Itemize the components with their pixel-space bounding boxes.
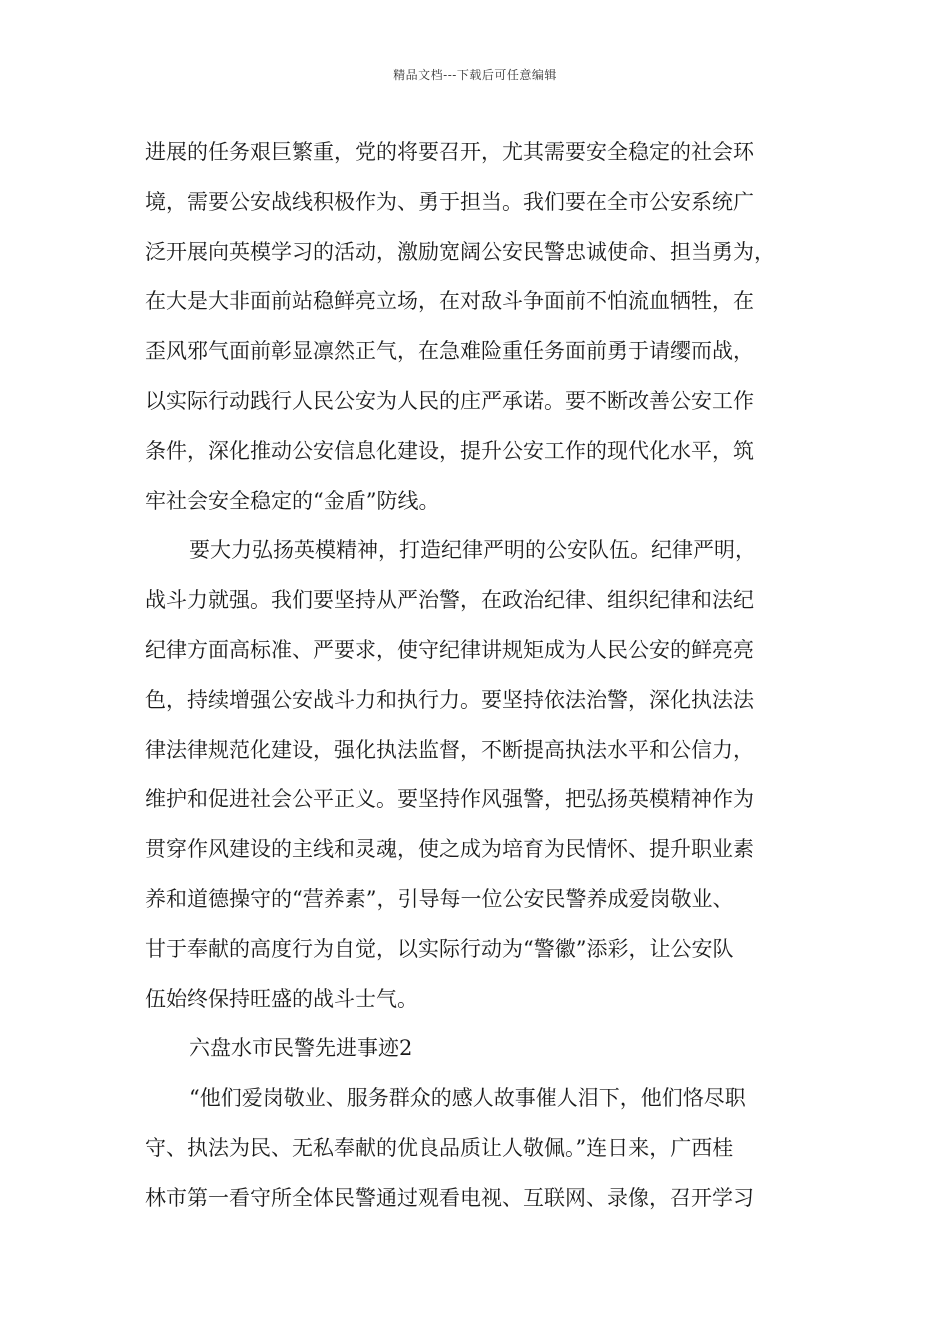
text-line: 色，持续增强公安战斗力和执行力。要坚持依法治警，深化执法法: [145, 687, 754, 712]
text-line: 条件，深化推动公安信息化建设，提升公安工作的现代化水平，筑: [145, 438, 754, 463]
text-line: 境，需要公安战线积极作为、勇于担当。我们要在全市公安系统广: [145, 189, 754, 214]
text-line: 守、执法为民、无私奉献的优良品质让人敬佩。”连日来，广西桂: [145, 1135, 734, 1160]
document-body: [145, 128, 825, 1224]
text-line: 歪风邪气面前彰显凛然正气，在急难险重任务面前勇于请缨而战，: [145, 339, 754, 364]
text-line: 以实际行动践行人民公安为人民的庄严承诺。要不断改善公安工作: [145, 388, 754, 413]
text-line: 律法律规范化建设，强化执法监督，不断提高执法水平和公信力，: [145, 737, 754, 762]
text-line: 甘于奉献的高度行为自觉，以实际行动为“警徽”添彩，让公安队: [145, 936, 734, 961]
text-line: 泛开展向英模学习的活动，激励宽阔公安民警忠诚使命、担当勇为，: [145, 239, 775, 264]
text-line: 牢社会安全稳定的“金盾”防线。: [145, 488, 440, 513]
text-line: 养和道德操守的“营养素”，引导每一位公安民警养成爱岗敬业、: [145, 886, 734, 911]
text-line: 贯穿作风建设的主线和灵魂，使之成为培育为民情怀、提升职业素: [145, 837, 754, 862]
page-header: 精品文档---下载后可任意编辑: [393, 68, 557, 82]
text-line: 进展的任务艰巨繁重，党的将要召开，尤其需要安全稳定的社会环: [145, 140, 754, 164]
section-heading: 六盘水市民警先进事迹2: [189, 1036, 413, 1061]
text-line: 战斗力就强。我们要坚持从严治警，在政治纪律、组织纪律和法纪: [145, 588, 754, 613]
paragraph-start-line: 要大力弘扬英模精神，打造纪律严明的公安队伍。纪律严明，: [189, 538, 756, 563]
text-line: 林市第一看守所全体民警通过观看电视、互联网、录像，召开学习: [145, 1185, 754, 1210]
text-line: 纪律方面高标准、严要求，使守纪律讲规矩成为人民公安的鲜亮亮: [145, 637, 754, 662]
text-line: 维护和促进社会公平正义。要坚持作风强警，把弘扬英模精神作为: [145, 787, 754, 812]
text-line: 在大是大非面前站稳鲜亮立场，在对敌斗争面前不怕流血牺牲，在: [145, 289, 754, 314]
paragraph-start-line: “他们爱岗敬业、服务群众的感人故事催人泪下，他们恪尽职: [189, 1086, 746, 1111]
text-line: 伍始终保持旺盛的战斗士气。: [145, 986, 418, 1011]
